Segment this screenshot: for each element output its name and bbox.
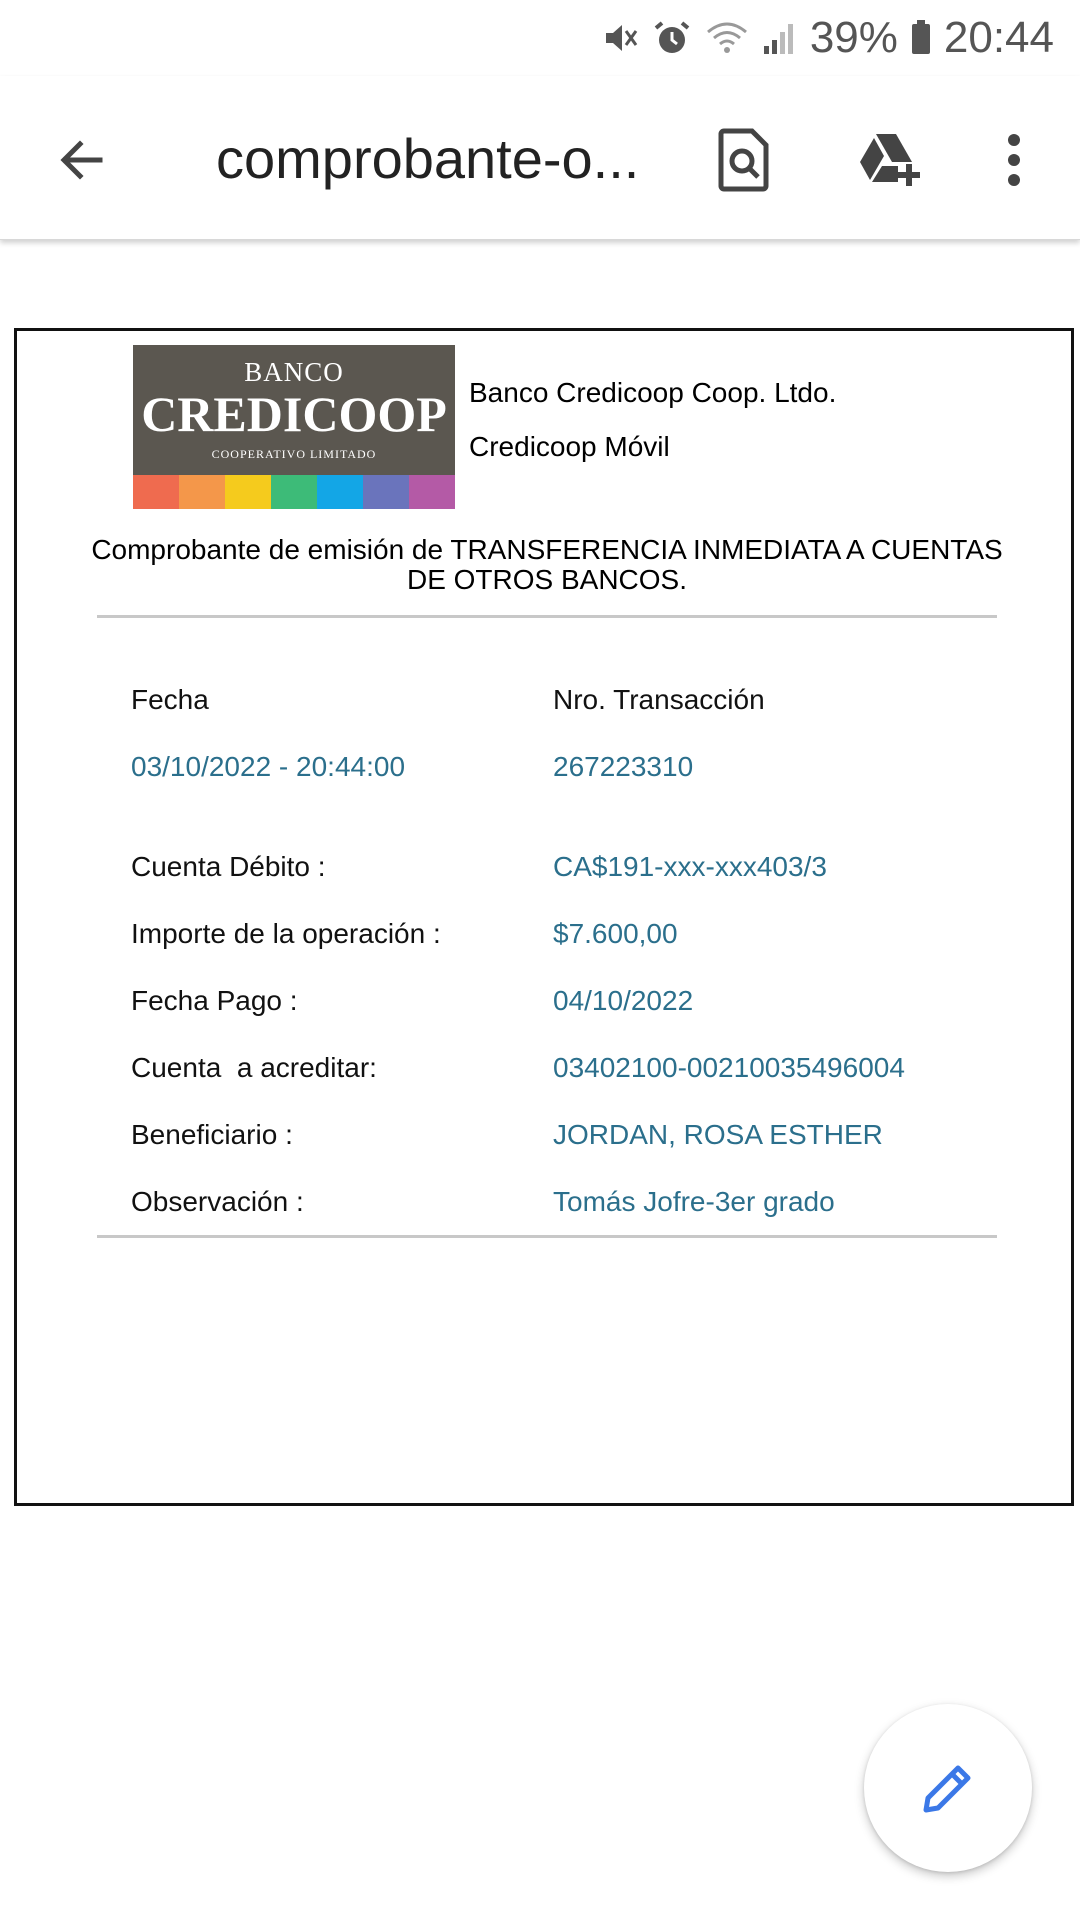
logo-stripe-1 <box>133 475 179 509</box>
bottom-divider <box>97 1235 997 1238</box>
beneficiary-label: Beneficiario : <box>131 1119 293 1150</box>
debit-account-label: Cuenta Débito : <box>131 851 326 882</box>
bank-name: Banco Credicoop Coop. Ltdo. <box>469 377 837 408</box>
add-to-drive-icon <box>858 132 924 188</box>
logo-color-stripes <box>133 475 455 509</box>
more-options-button[interactable] <box>990 120 1038 200</box>
receipt-title-line2: DE OTROS BANCOS. <box>406 564 688 595</box>
logo-stripe-7 <box>409 475 455 509</box>
signal-icon <box>762 18 798 58</box>
back-arrow-icon <box>56 134 108 186</box>
add-to-drive-button[interactable] <box>846 120 936 200</box>
alarm-icon <box>652 18 692 58</box>
edit-pencil-icon <box>918 1758 978 1818</box>
transaction-number-label: Nro. Transacción <box>553 684 765 715</box>
debit-account-value: CA$191-xxx-xxx403/3 <box>553 851 827 882</box>
mute-icon <box>600 18 640 58</box>
more-vert-icon <box>1006 132 1022 188</box>
bank-logo <box>133 345 455 509</box>
logo-stripe-2 <box>179 475 225 509</box>
status-bar <box>0 0 1080 76</box>
logo-stripe-3 <box>225 475 271 509</box>
battery-icon <box>910 18 932 58</box>
logo-text-credicoop: CREDICOOP <box>141 386 447 442</box>
back-button[interactable] <box>44 122 120 198</box>
credit-account-value: 03402100-00210035496004 <box>553 1052 905 1083</box>
receipt-title-line1: Comprobante de emisión de TRANSFERENCIA INMEDIATA A CUENTAS <box>91 534 1003 565</box>
document-page <box>14 328 1074 1506</box>
logo-text-banco: BANCO <box>244 357 344 387</box>
payment-date-label: Fecha Pago : <box>131 985 298 1016</box>
fecha-value: 03/10/2022 - 20:44:00 <box>131 751 406 782</box>
find-in-page-icon <box>718 128 770 192</box>
observation-label: Observación : <box>131 1186 304 1217</box>
find-in-page-button[interactable] <box>706 120 782 200</box>
logo-text-cooperativo: COOPERATIVO LIMITADO <box>211 447 377 461</box>
payment-date-value: 04/10/2022 <box>553 985 694 1016</box>
amount-label: Importe de la operación : <box>131 918 441 949</box>
transaction-number-value: 267223310 <box>553 751 694 782</box>
logo-stripe-6 <box>363 475 409 509</box>
app-bar <box>0 76 1080 240</box>
logo-stripe-5 <box>317 475 363 509</box>
observation-value: Tomás Jofre-3er grado <box>553 1186 835 1217</box>
beneficiary-value: JORDAN, ROSA ESTHER <box>553 1119 883 1150</box>
app-name: Credicoop Móvil <box>469 431 670 462</box>
top-divider <box>97 615 997 618</box>
battery-percent: 39% <box>809 13 898 62</box>
logo-stripe-4 <box>271 475 317 509</box>
receipt-title <box>37 535 1057 595</box>
edit-fab-button[interactable] <box>864 1704 1032 1872</box>
fecha-label: Fecha <box>131 684 209 715</box>
document-title: comprobante-o... <box>216 127 640 190</box>
amount-value: $7.600,00 <box>553 918 678 949</box>
credit-account-label: Cuenta a acreditar: <box>131 1052 377 1083</box>
clock: 20:44 <box>943 13 1054 62</box>
wifi-icon <box>704 18 750 58</box>
